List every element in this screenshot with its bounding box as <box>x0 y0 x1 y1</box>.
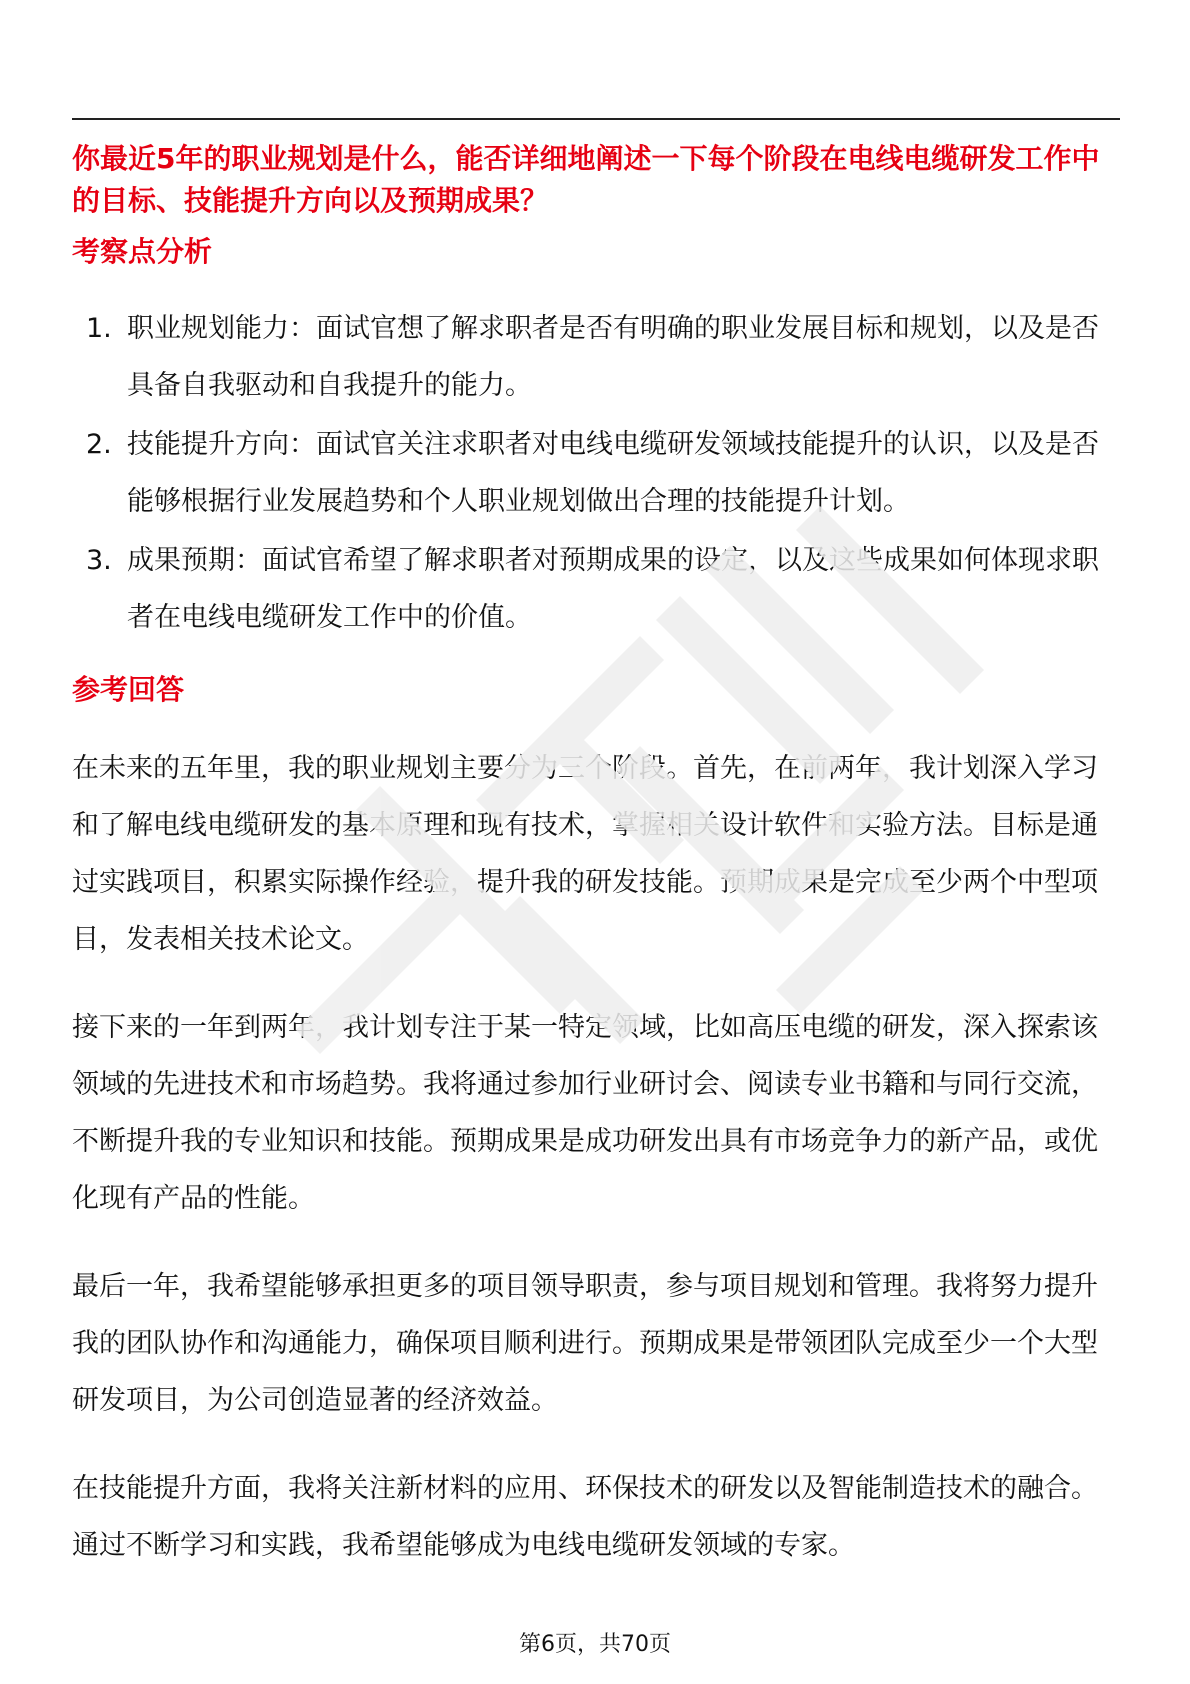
analysis-list <box>72 300 1122 648</box>
header-divider <box>72 118 1120 120</box>
list-number: 2. <box>86 429 112 460</box>
answer-paragraph: 在未来的五年里，我的职业规划主要分为三个阶段。首先，在前两年，我计划深入学习和了解电线电缆研发的基本原理和现有技术，掌握相关设计软件和实验方法。目标是通过实践项目，积累实际操作经验，提升我的研发技能。预期成果是完成至少两个中型项目，发表相关技术论文。 <box>72 753 1098 955</box>
analysis-item-text: 职业规划能力：面试官想了解求职者是否有明确的职业发展目标和规划，以及是否具备自我驱动和自我提升的能力。 <box>127 313 1099 401</box>
answer-paragraph: 接下来的一年到两年，我计划专注于某一特定领域，比如高压电缆的研发，深入探索该领域的先进技术和市场趋势。我将通过参加行业研讨会、阅读专业书籍和与同行交流，不断提升我的专业知识和技能。预期成果是成功研发出具有市场竞争力的新产品，或优化现有产品的性能。 <box>72 1012 1098 1214</box>
answer-paragraph: 最后一年，我希望能够承担更多的项目领导职责，参与项目规划和管理。我将努力提升我的团队协作和沟通能力，确保项目顺利进行。预期成果是带领团队完成至少一个大型研发项目，为公司创造显著的经济效益。 <box>72 1271 1098 1416</box>
analysis-item-text: 技能提升方向：面试官关注求职者对电线电缆研发领域技能提升的认识，以及是否能够根据行业发展趋势和个人职业规划做出合理的技能提升计划。 <box>127 429 1099 517</box>
question-title: 你最近5年的职业规划是什么，能否详细地阐述一下每个阶段在电线电缆研发工作中的目标、技能提升方向以及预期成果？ <box>72 142 1100 217</box>
analysis-item <box>72 416 1122 530</box>
list-number: 1. <box>86 313 112 344</box>
analysis-heading: 考察点分析 <box>72 235 213 268</box>
list-number: 3. <box>86 545 112 576</box>
analysis-item <box>72 532 1122 646</box>
answer-heading: 参考回答 <box>72 673 185 706</box>
answer-body <box>72 740 1122 1605</box>
answer-paragraph: 在技能提升方面，我将关注新材料的应用、环保技术的研发以及智能制造技术的融合。通过不断学习和实践，我希望能够成为电线电缆研发领域的专家。 <box>72 1473 1098 1561</box>
analysis-item-text: 成果预期：面试官希望了解求职者对预期成果的设定，以及这些成果如何体现求职者在电线电缆研发工作中的价值。 <box>127 545 1099 633</box>
page-number: 第6页，共70页 <box>519 1632 671 1657</box>
analysis-item <box>72 300 1122 414</box>
